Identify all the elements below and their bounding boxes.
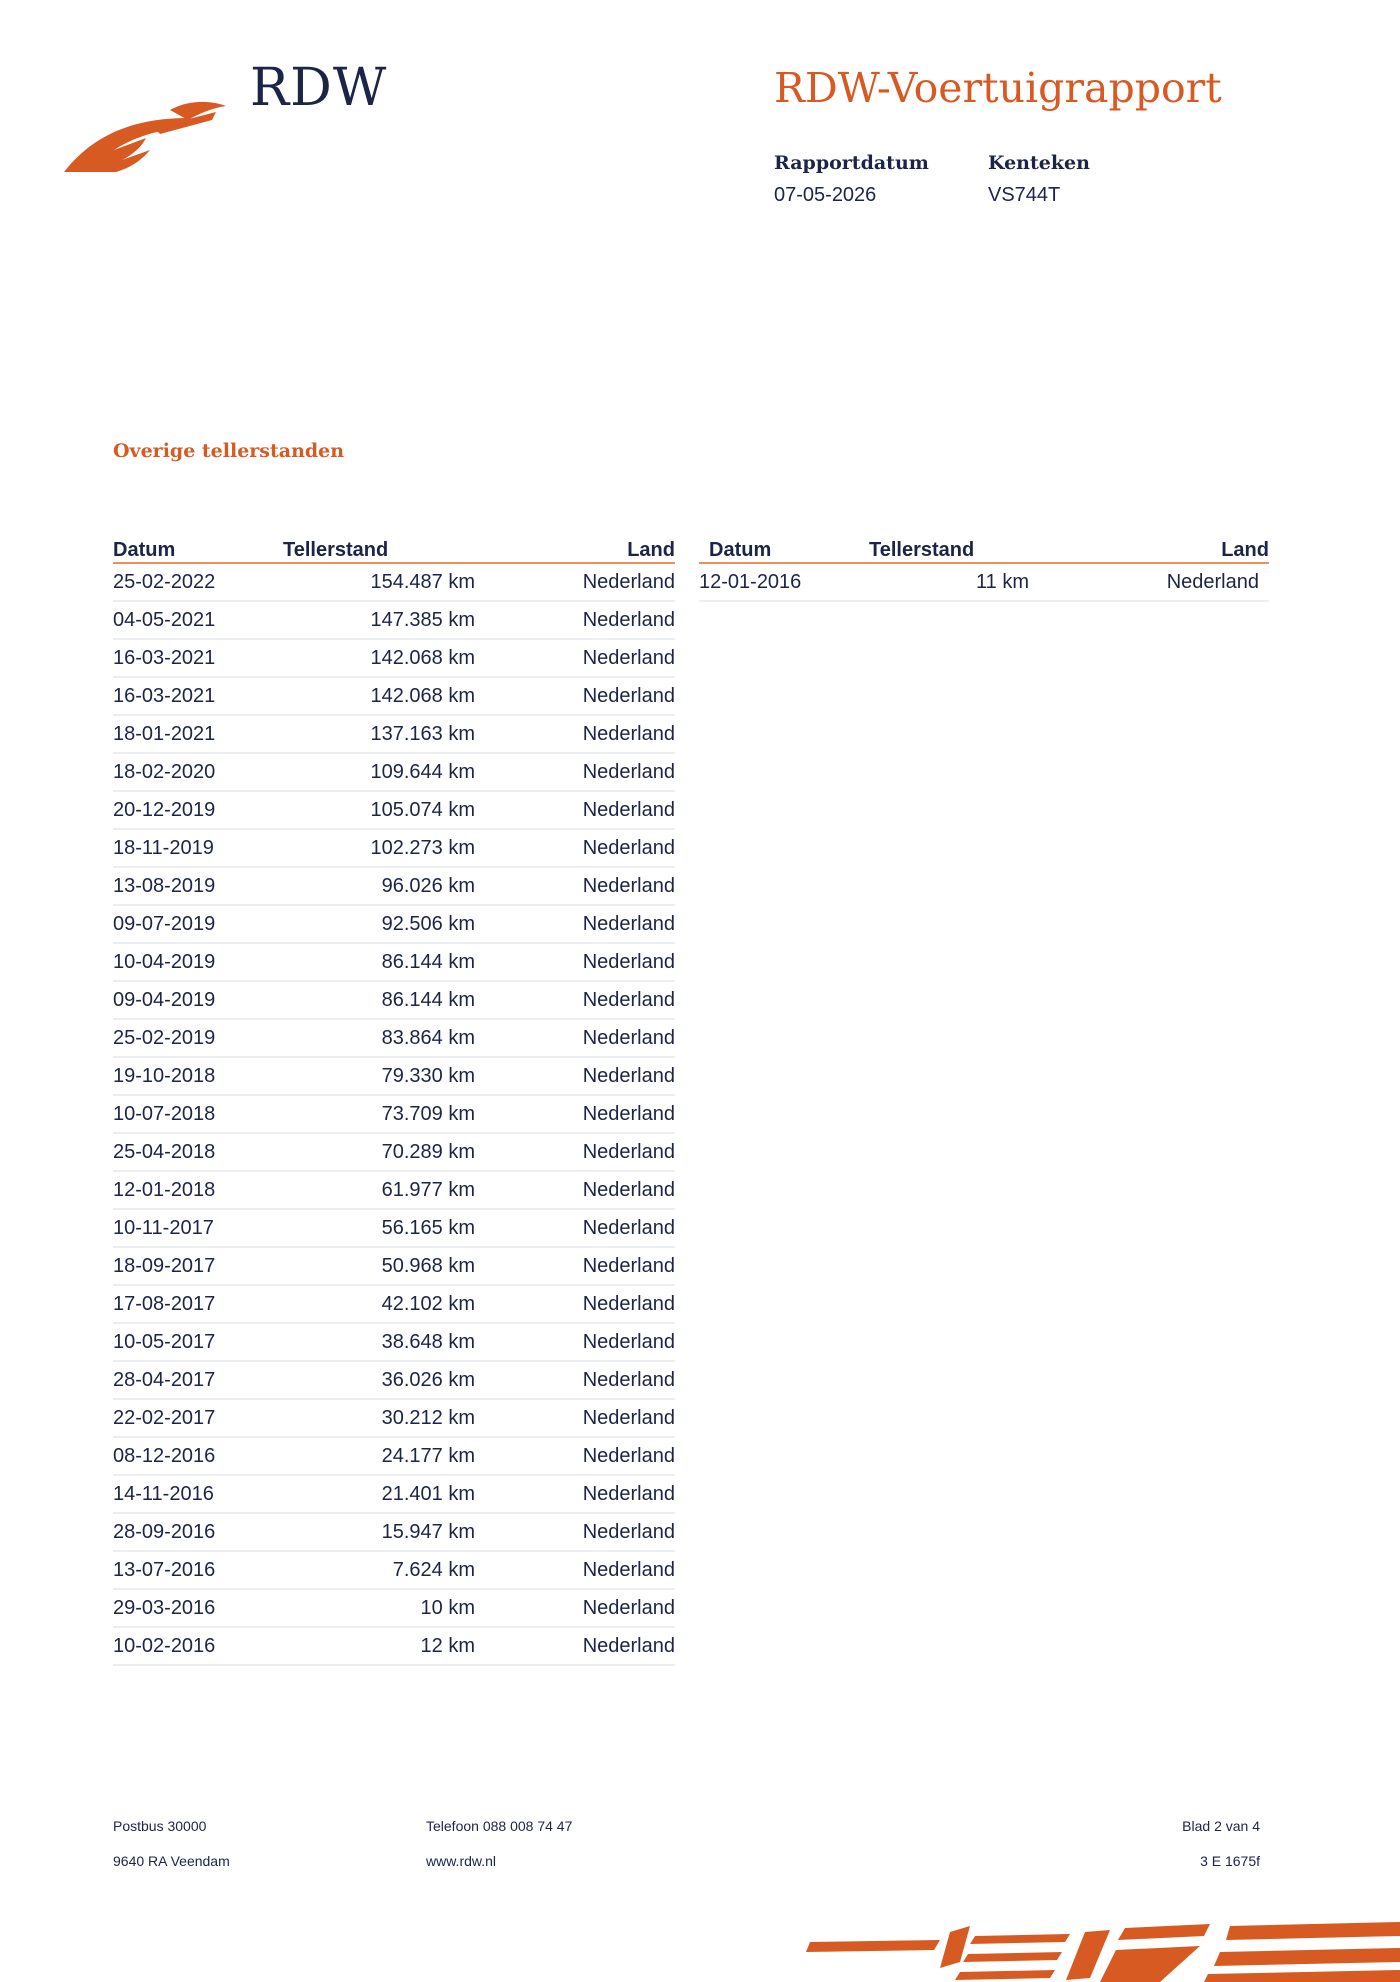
cell-datum: 10-05-2017 <box>113 1323 283 1361</box>
column-header-land: Land <box>1099 534 1269 563</box>
cell-datum: 25-04-2018 <box>113 1133 283 1171</box>
table-row <box>113 1361 675 1399</box>
cell-land: Nederland <box>505 601 675 639</box>
cell-datum: 10-11-2017 <box>113 1209 283 1247</box>
cell-land: Nederland <box>505 943 675 981</box>
cell-datum: 16-03-2021 <box>113 677 283 715</box>
cell-land: Nederland <box>505 1475 675 1513</box>
rdw-flame-logo-icon <box>62 88 232 198</box>
table-row <box>113 1513 675 1551</box>
cell-datum: 25-02-2019 <box>113 1019 283 1057</box>
table-row <box>113 981 675 1019</box>
column-header-datum: Datum <box>113 534 283 563</box>
section-title: Overige tellerstanden <box>113 440 345 462</box>
cell-land: Nederland <box>505 867 675 905</box>
table-row <box>113 867 675 905</box>
table-row <box>113 1551 675 1589</box>
logo-text: RDW <box>250 58 388 118</box>
cell-datum: 13-08-2019 <box>113 867 283 905</box>
footer-address-line1: Postbus 30000 <box>113 1818 207 1834</box>
table-row <box>113 1057 675 1095</box>
cell-land: Nederland <box>505 1171 675 1209</box>
cell-tellerstand: 21.401 km <box>283 1475 505 1513</box>
cell-datum: 18-02-2020 <box>113 753 283 791</box>
cell-tellerstand: 30.212 km <box>283 1399 505 1437</box>
cell-tellerstand: 24.177 km <box>283 1437 505 1475</box>
table-row <box>113 601 675 639</box>
cell-datum: 17-08-2017 <box>113 1285 283 1323</box>
footer-document-code: 3 E 1675f <box>1200 1853 1260 1869</box>
cell-land: Nederland <box>505 1323 675 1361</box>
cell-datum: 25-02-2022 <box>113 563 283 601</box>
table-row <box>113 1323 675 1361</box>
cell-land: Nederland <box>505 563 675 601</box>
table-row <box>113 639 675 677</box>
cell-tellerstand: 56.165 km <box>283 1209 505 1247</box>
cell-datum: 28-04-2017 <box>113 1361 283 1399</box>
cell-land: Nederland <box>505 1057 675 1095</box>
cell-tellerstand: 42.102 km <box>283 1285 505 1323</box>
report-date-block <box>774 152 929 207</box>
table-row <box>113 1019 675 1057</box>
report-date-label: Rapportdatum <box>774 152 929 174</box>
report-title: RDW-Voertuigrapport <box>774 64 1222 112</box>
table-row <box>113 715 675 753</box>
cell-land: Nederland <box>505 829 675 867</box>
cell-tellerstand: 96.026 km <box>283 867 505 905</box>
cell-tellerstand: 7.624 km <box>283 1551 505 1589</box>
cell-tellerstand: 36.026 km <box>283 1361 505 1399</box>
cell-land: Nederland <box>505 1437 675 1475</box>
cell-land: Nederland <box>505 1247 675 1285</box>
cell-datum: 22-02-2017 <box>113 1399 283 1437</box>
table-header-row <box>699 534 1269 563</box>
cell-datum: 18-11-2019 <box>113 829 283 867</box>
cell-tellerstand: 50.968 km <box>283 1247 505 1285</box>
cell-datum: 04-05-2021 <box>113 601 283 639</box>
table-row <box>113 1399 675 1437</box>
cell-land: Nederland <box>505 1095 675 1133</box>
cell-tellerstand: 15.947 km <box>283 1513 505 1551</box>
cell-tellerstand: 61.977 km <box>283 1171 505 1209</box>
table-row <box>113 829 675 867</box>
column-header-land: Land <box>505 534 675 563</box>
cell-tellerstand: 86.144 km <box>283 981 505 1019</box>
cell-land: Nederland <box>505 1551 675 1589</box>
cell-tellerstand: 109.644 km <box>283 753 505 791</box>
cell-land: Nederland <box>505 1361 675 1399</box>
cell-datum: 20-12-2019 <box>113 791 283 829</box>
cell-tellerstand: 79.330 km <box>283 1057 505 1095</box>
table-row <box>113 1437 675 1475</box>
cell-land: Nederland <box>505 1285 675 1323</box>
cell-land: Nederland <box>505 905 675 943</box>
cell-datum: 09-07-2019 <box>113 905 283 943</box>
table-row <box>113 1627 675 1665</box>
cell-tellerstand: 92.506 km <box>283 905 505 943</box>
table-row <box>113 753 675 791</box>
odometer-table-left <box>113 534 675 1666</box>
cell-land: Nederland <box>505 1209 675 1247</box>
table-row <box>113 677 675 715</box>
cell-land: Nederland <box>1099 563 1269 601</box>
table-row <box>113 1095 675 1133</box>
cell-datum: 10-04-2019 <box>113 943 283 981</box>
cell-land: Nederland <box>505 753 675 791</box>
cell-land: Nederland <box>505 715 675 753</box>
table-row <box>113 1475 675 1513</box>
cell-tellerstand: 73.709 km <box>283 1095 505 1133</box>
cell-datum: 12-01-2018 <box>113 1171 283 1209</box>
cell-datum: 09-04-2019 <box>113 981 283 1019</box>
cell-land: Nederland <box>505 1399 675 1437</box>
cell-datum: 29-03-2016 <box>113 1589 283 1627</box>
rdw-logo <box>62 58 388 188</box>
footer-phone: Telefoon 088 008 74 47 <box>426 1818 573 1834</box>
cell-tellerstand: 10 km <box>283 1589 505 1627</box>
odometer-table-right <box>699 534 1269 602</box>
cell-tellerstand: 11 km <box>869 563 1099 601</box>
cell-land: Nederland <box>505 1513 675 1551</box>
cell-tellerstand: 102.273 km <box>283 829 505 867</box>
cell-tellerstand: 147.385 km <box>283 601 505 639</box>
cell-tellerstand: 86.144 km <box>283 943 505 981</box>
footer-website[interactable]: www.rdw.nl <box>426 1853 497 1869</box>
cell-datum: 08-12-2016 <box>113 1437 283 1475</box>
cell-land: Nederland <box>505 981 675 1019</box>
cell-tellerstand: 137.163 km <box>283 715 505 753</box>
table-row <box>113 1133 675 1171</box>
table-row <box>113 1209 675 1247</box>
cell-land: Nederland <box>505 1589 675 1627</box>
footer-address-line2: 9640 RA Veendam <box>113 1853 230 1869</box>
cell-datum: 16-03-2021 <box>113 639 283 677</box>
table-row <box>113 905 675 943</box>
cell-land: Nederland <box>505 639 675 677</box>
cell-land: Nederland <box>505 1627 675 1665</box>
cell-tellerstand: 154.487 km <box>283 563 505 601</box>
cell-tellerstand: 70.289 km <box>283 1133 505 1171</box>
table-row <box>113 1589 675 1627</box>
column-header-tellerstand: Tellerstand <box>283 534 505 563</box>
cell-land: Nederland <box>505 677 675 715</box>
table-header-row <box>113 534 675 563</box>
cell-datum: 14-11-2016 <box>113 1475 283 1513</box>
table-row <box>113 1171 675 1209</box>
cell-land: Nederland <box>505 1019 675 1057</box>
cell-datum: 13-07-2016 <box>113 1551 283 1589</box>
table-row <box>113 1247 675 1285</box>
license-plate-value: VS744T <box>988 184 1061 206</box>
column-header-tellerstand: Tellerstand <box>869 534 1099 563</box>
cell-datum: 12-01-2016 <box>699 563 869 601</box>
table-row <box>113 791 675 829</box>
cell-land: Nederland <box>505 1133 675 1171</box>
cell-datum: 10-02-2016 <box>113 1627 283 1665</box>
footer-page-number: Blad 2 van 4 <box>1182 1818 1260 1834</box>
cell-datum: 18-01-2021 <box>113 715 283 753</box>
license-plate-block <box>988 152 1090 207</box>
table-row <box>699 563 1269 601</box>
cell-datum: 28-09-2016 <box>113 1513 283 1551</box>
cell-tellerstand: 38.648 km <box>283 1323 505 1361</box>
cell-tellerstand: 105.074 km <box>283 791 505 829</box>
cell-datum: 19-10-2018 <box>113 1057 283 1095</box>
table-row <box>113 943 675 981</box>
cell-tellerstand: 142.068 km <box>283 639 505 677</box>
cell-datum: 18-09-2017 <box>113 1247 283 1285</box>
column-header-datum: Datum <box>699 534 869 563</box>
cell-datum: 10-07-2018 <box>113 1095 283 1133</box>
cell-tellerstand: 83.864 km <box>283 1019 505 1057</box>
license-plate-label: Kenteken <box>988 152 1090 174</box>
cell-tellerstand: 12 km <box>283 1627 505 1665</box>
report-date-value: 07-05-2026 <box>774 184 877 206</box>
table-row <box>113 1285 675 1323</box>
cell-tellerstand: 142.068 km <box>283 677 505 715</box>
table-row <box>113 563 675 601</box>
rdw-stripes-mark-icon <box>800 1922 1400 1982</box>
cell-land: Nederland <box>505 791 675 829</box>
